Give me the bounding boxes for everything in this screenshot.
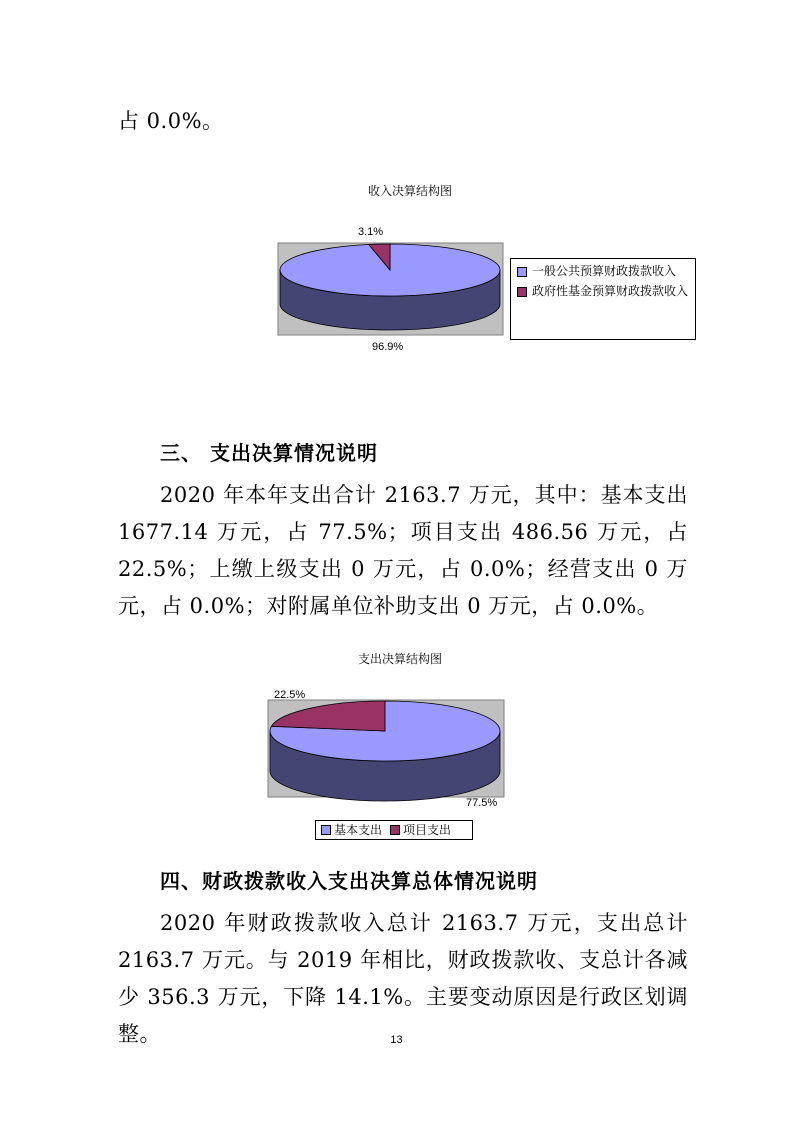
legend-swatch-icon — [517, 287, 527, 297]
legend-swatch-icon — [321, 825, 331, 835]
income-pct-label-small: 3.1% — [358, 226, 384, 238]
top-text: 占 0.0%。 — [118, 109, 224, 133]
expense-pct-label-small: 22.5% — [274, 689, 306, 701]
expense-legend-label-2: 项目支出 — [403, 823, 452, 837]
section4-heading: 四、财政拨款收入支出决算总体情况说明 — [160, 869, 538, 893]
expense-legend-item-1 — [321, 823, 382, 837]
expense-legend-item-2 — [390, 823, 451, 837]
income-legend-label-1: 一般公共预算财政拨款收入 — [532, 264, 677, 278]
income-legend-label-2: 政府性基金预算财政拨款收入 — [532, 284, 689, 298]
legend-swatch-icon — [390, 825, 400, 835]
income-chart-title: 收入决算结构图 — [367, 184, 452, 198]
expense-chart-title: 支出决算结构图 — [357, 652, 442, 666]
income-legend-item-1 — [517, 264, 689, 278]
income-legend-item-2 — [517, 284, 689, 298]
income-pie — [280, 244, 500, 330]
income-pct-label-large: 96.9% — [372, 341, 404, 353]
legend-swatch-icon — [517, 267, 527, 277]
income-legend — [510, 258, 696, 340]
page-number: 13 — [390, 1034, 403, 1046]
expense-legend — [315, 820, 473, 840]
expense-pct-label-large: 77.5% — [466, 797, 498, 809]
income-chart — [278, 243, 503, 335]
expense-pie — [270, 701, 500, 801]
expense-legend-label-1: 基本支出 — [334, 823, 383, 837]
section3-heading: 三、 支出决算情况说明 — [160, 441, 378, 465]
expense-chart — [268, 700, 504, 797]
section4-body: 2020 年财政拨款收入总计 2163.7 万元，支出总计 2163.7 万元。与 2019 年相比，财政拨款收、支总计各减少 356.3 万元，下降 14.1%。主要变动原因是行政区划调整。 — [118, 911, 688, 1046]
section3-body: 2020 年本年支出合计 2163.7 万元，其中：基本支出 1677.14 万元，占 77.5%；项目支出 486.56 万元，占 22.5%；上缴上级支出 0 万元，占 0.0%；经营支出 0 万元，占 0.0%；对附属单位补助支出 0 万元，占 0.0%。 — [118, 483, 688, 618]
